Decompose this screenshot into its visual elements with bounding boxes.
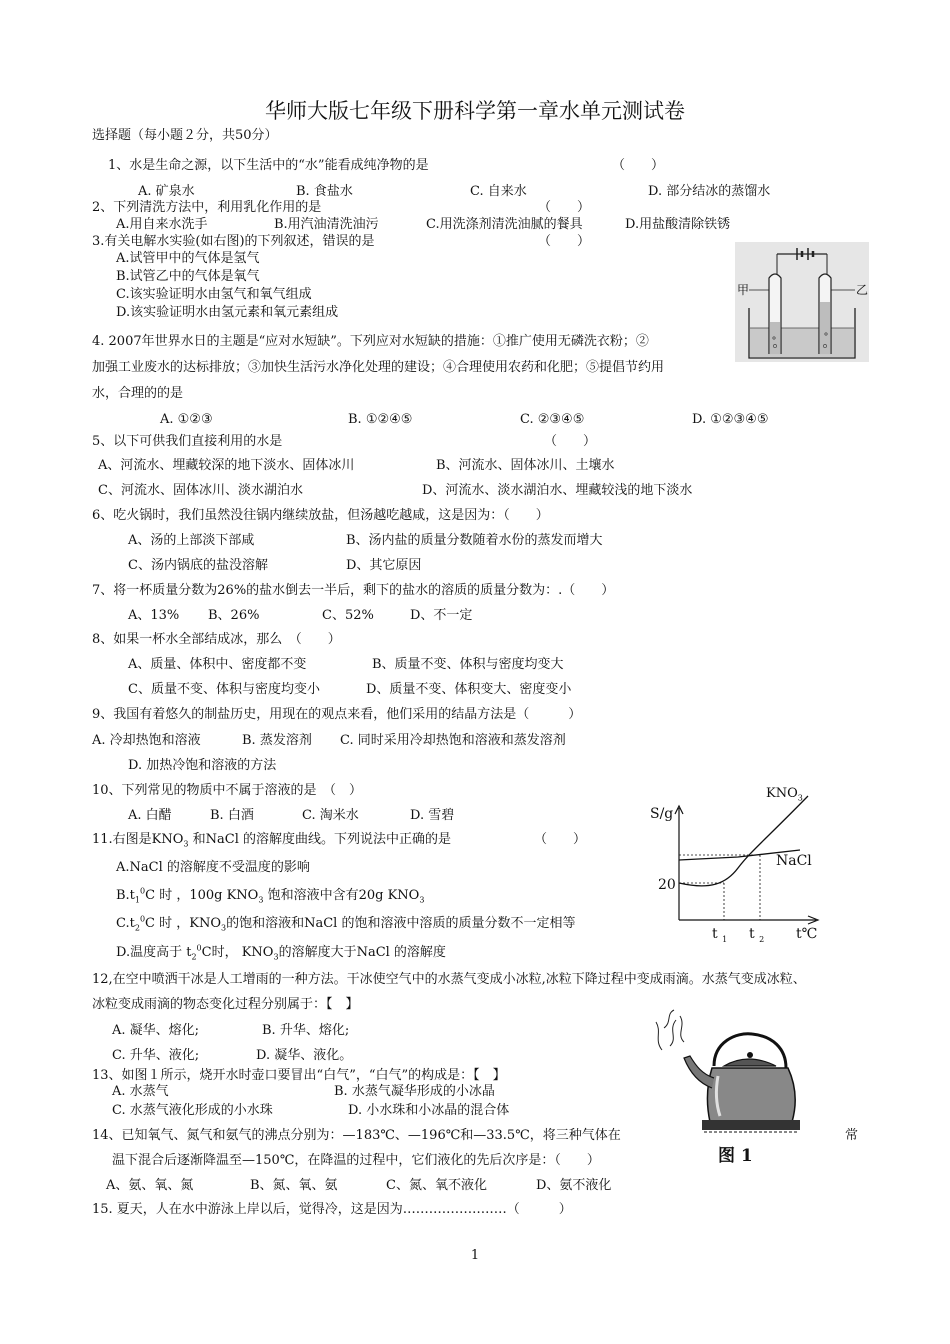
q9-option-d: D. 加热冷饱和溶液的方法 (128, 758, 277, 773)
q4-line-1: 4. 2007年世界水日的主题是“应对水短缺”。下列应对水短缺的措施：①推广使用无磷洗衣粉；② (92, 334, 649, 349)
q8-option-d: D、质量不变、体积变大、密度变小 (366, 682, 572, 697)
q3-option-b: B.试管乙中的气体是氧气 (116, 269, 260, 284)
q11-answer-blank: （ ） (534, 832, 587, 847)
q12-option-a: A. 凝华、熔化; (112, 1023, 200, 1038)
steam (656, 1010, 684, 1050)
page-title: 华师大版七年级下册科学第一章水单元测试卷 (265, 99, 685, 123)
q10-stem: 10、下列常见的物质中不属于溶液的是 （ ） (92, 783, 363, 798)
q3-option-c: C.该实验证明水由氢气和氧气组成 (116, 287, 312, 302)
q5-stem: 5、以下可供我们直接利用的水是 (92, 434, 283, 449)
q10-option-d: D. 雪碧 (410, 808, 455, 823)
q4-line-2: 加强工业废水的达标排放；③加快生活污水净化处理的建设；④合理使用农药和化肥；⑤提倡节约用 (92, 360, 665, 375)
q5-answer-blank: （ ） (544, 434, 597, 449)
q12-line-2: 冰粒变成雨滴的物态变化过程分别属于：【 】 (92, 997, 359, 1012)
q10-option-c: C. 淘米水 (302, 808, 359, 823)
q12-option-b: B. 升华、熔化; (262, 1023, 350, 1038)
q9-option-a: A. 冷却热饱和溶液 (92, 733, 201, 748)
x-tick-t2: t $_2$ (749, 926, 765, 944)
y-axis-label: S/g (650, 806, 674, 822)
q11-option-b: $B.t_1^0C$ 时 ，100g $KNO_3$ 饱和溶液中含有20g $KNO_3$ (116, 886, 425, 905)
q6-option-c: C、汤内锅底的盐没溶解 (128, 558, 268, 573)
kno3-label: $KNO_3$ (766, 786, 803, 803)
q6-option-d: D、其它原因 (346, 558, 422, 573)
q14-option-d: D、氨不液化 (536, 1178, 612, 1193)
tube-label-jia: 甲 (737, 283, 750, 297)
q6-stem: 6、吃火锅时，我们虽然没往锅内继续放盐，但汤越吃越咸，这是因为：（ ） (92, 508, 549, 523)
q1-option-a: A. 矿泉水 (138, 184, 195, 199)
kettle-figure (648, 1008, 808, 1173)
q7-stem: 7、将一杯质量分数为26%的盐水倒去一半后，剩下的盐水的溶质的质量分数为：.（ ） (92, 583, 615, 598)
y-tick-20: 20 (658, 877, 676, 893)
q10-option-b: B. 白酒 (210, 808, 254, 823)
kettle-knob (747, 1052, 753, 1058)
q1-option-c: C. 自来水 (470, 184, 527, 199)
q14-option-b: B、氮、氧、氨 (250, 1178, 338, 1193)
x-axis-unit: t℃ (796, 926, 818, 942)
kettle-spout (684, 1056, 714, 1088)
q13-stem: 13、如图１所示，烧开水时壶口要冒出“白气”，“白气”的构成是：【 】 (92, 1068, 506, 1083)
q8-option-c: C、质量不变、体积与密度均变小 (128, 682, 320, 697)
q9-stem: 9、我国有着悠久的制盐历史，用现在的观点来看，他们采用的结晶方法是（ ） (92, 707, 582, 722)
q4-option-d: D. ①②③④⑤ (692, 412, 769, 427)
q10-option-a: A. 白醋 (128, 808, 172, 823)
section-heading: 选择题（每小题２分，共50分） (92, 128, 278, 143)
solubility-curve-figure (640, 780, 830, 945)
q9-option-c: C. 同时采用冷却热饱和溶液和蒸发溶剂 (340, 733, 566, 748)
q7-option-c: C、52% (322, 608, 374, 623)
q8-option-b: B、质量不变、体积与密度均变大 (372, 657, 564, 672)
q8-stem: 8、如果一杯水全部结成冰，那么 （ ） (92, 632, 341, 647)
q7-option-d: D、不一定 (410, 608, 473, 623)
q2-option-b: B.用汽油清洗油污 (274, 217, 379, 232)
q4-option-c: C. ②③④⑤ (520, 412, 585, 427)
q7-option-b: B、26% (208, 608, 260, 623)
kno3-curve (679, 796, 808, 886)
q2-option-a: A.用自来水洗手 (116, 217, 208, 232)
q1-option-b: B. 食盐水 (296, 184, 353, 199)
q11-option-c: $C.t_2^0C$ 时 ，$KNO_3$的饱和溶液和NaCl 的饱和溶液中溶质的质量分数不一定相等 (116, 914, 576, 933)
q5-option-c: C、河流水、固体冰川、淡水湖泊水 (98, 483, 303, 498)
q13-option-b: B. 水蒸气凝华形成的小冰晶 (334, 1084, 495, 1099)
q14-option-c: C、氮、氧不液化 (386, 1178, 487, 1193)
q12-line-1: 12,在空中喷洒干冰是人工增雨的一种方法。干冰使空气中的水蒸气变成小冰粒,冰粒下降过程中变成雨滴。水蒸气变成冰粒、 (92, 972, 806, 987)
q6-option-a: A、汤的上部淡下部咸 (128, 533, 255, 548)
kettle-lid (724, 1059, 776, 1066)
q14-option-a: A、氨、氧、氮 (106, 1178, 194, 1193)
q11-option-d: D.温度高于 $t_2^0C$时， $KNO_3$的溶解度大于NaCl 的溶解度 (116, 943, 446, 962)
q12-option-c: C. 升华、液化; (112, 1048, 200, 1063)
q4-line-3: 水，合理的的是 (92, 386, 184, 401)
q13-option-c: C. 水蒸气液化形成的小水珠 (112, 1103, 273, 1118)
q13-option-d: D. 小水珠和小冰晶的混合体 (348, 1103, 510, 1118)
q5-option-a: A、河流水、埋藏较深的地下淡水、固体冰川 (98, 458, 355, 473)
nacl-label: NaCl (776, 853, 812, 869)
q4-option-b: B. ①②④⑤ (348, 412, 413, 427)
x-tick-t1: t $_1$ (712, 926, 728, 944)
q1-stem: 1、水是生命之源，以下生活中的“水”能看成纯净物的是 (108, 158, 429, 173)
q1-answer-blank: （ ） (612, 158, 665, 173)
q7-option-a: A、13% (128, 608, 180, 623)
q15-stem: 15. 夏天，人在水中游泳上岸以后，觉得冷，这是因为……………………（ ） (92, 1202, 572, 1217)
q3-answer-blank: （ ） (538, 234, 591, 249)
q3-option-a: A.试管甲中的气体是氢气 (116, 251, 260, 266)
q2-answer-blank: （ ） (538, 200, 591, 215)
figure-1-caption: 图 1 (718, 1146, 753, 1166)
q8-option-a: A、质量、体积中、密度都不变 (128, 657, 307, 672)
q4-option-a: A. ①②③ (160, 412, 213, 427)
q5-option-d: D、河流水、淡水湖泊水、埋藏较浅的地下淡水 (422, 483, 693, 498)
q14-line-1-tail: 常 (845, 1128, 859, 1143)
q11-stem: 11.右图是$KNO_3$ 和NaCl 的溶解度曲线。下列说法中正确的是 (92, 832, 452, 849)
q2-stem: 2、下列清洗方法中，利用乳化作用的是 (92, 200, 322, 215)
page-number: 1 (470, 1248, 480, 1263)
kettle-base (702, 1120, 800, 1130)
q3-option-d: D.该实验证明水由氢元素和氧元素组成 (116, 305, 339, 320)
q2-option-d: D.用盐酸清除铁锈 (625, 217, 731, 232)
q12-option-d: D. 凝华、液化。 (256, 1048, 353, 1063)
q13-option-a: A. 水蒸气 (112, 1084, 169, 1099)
electrolysis-figure (735, 242, 869, 362)
q2-option-c: C.用洗涤剂清洗油腻的餐具 (426, 217, 583, 232)
q5-option-b: B、河流水、固体冰川、土壤水 (436, 458, 615, 473)
q9-option-b: B. 蒸发溶剂 (242, 733, 312, 748)
q1-option-d: D. 部分结冰的蒸馏水 (648, 184, 771, 199)
q6-option-b: B、汤内盐的质量分数随着水份的蒸发而增大 (346, 533, 603, 548)
q11-option-a: A.NaCl 的溶解度不受温度的影响 (116, 860, 310, 875)
q14-line-1: 14、已知氧气、氮气和氨气的沸点分别为：—183℃、—196℃和—33.5℃，将三种气体在 (92, 1128, 621, 1143)
q3-stem: 3.有关电解水实验(如右图)的下列叙述，错误的是 (92, 234, 375, 249)
q14-line-2: 温下混合后逐渐降温至—150℃，在降温的过程中，它们液化的先后次序是：（ ） (112, 1153, 600, 1168)
tube-label-yi: 乙 (856, 283, 869, 297)
